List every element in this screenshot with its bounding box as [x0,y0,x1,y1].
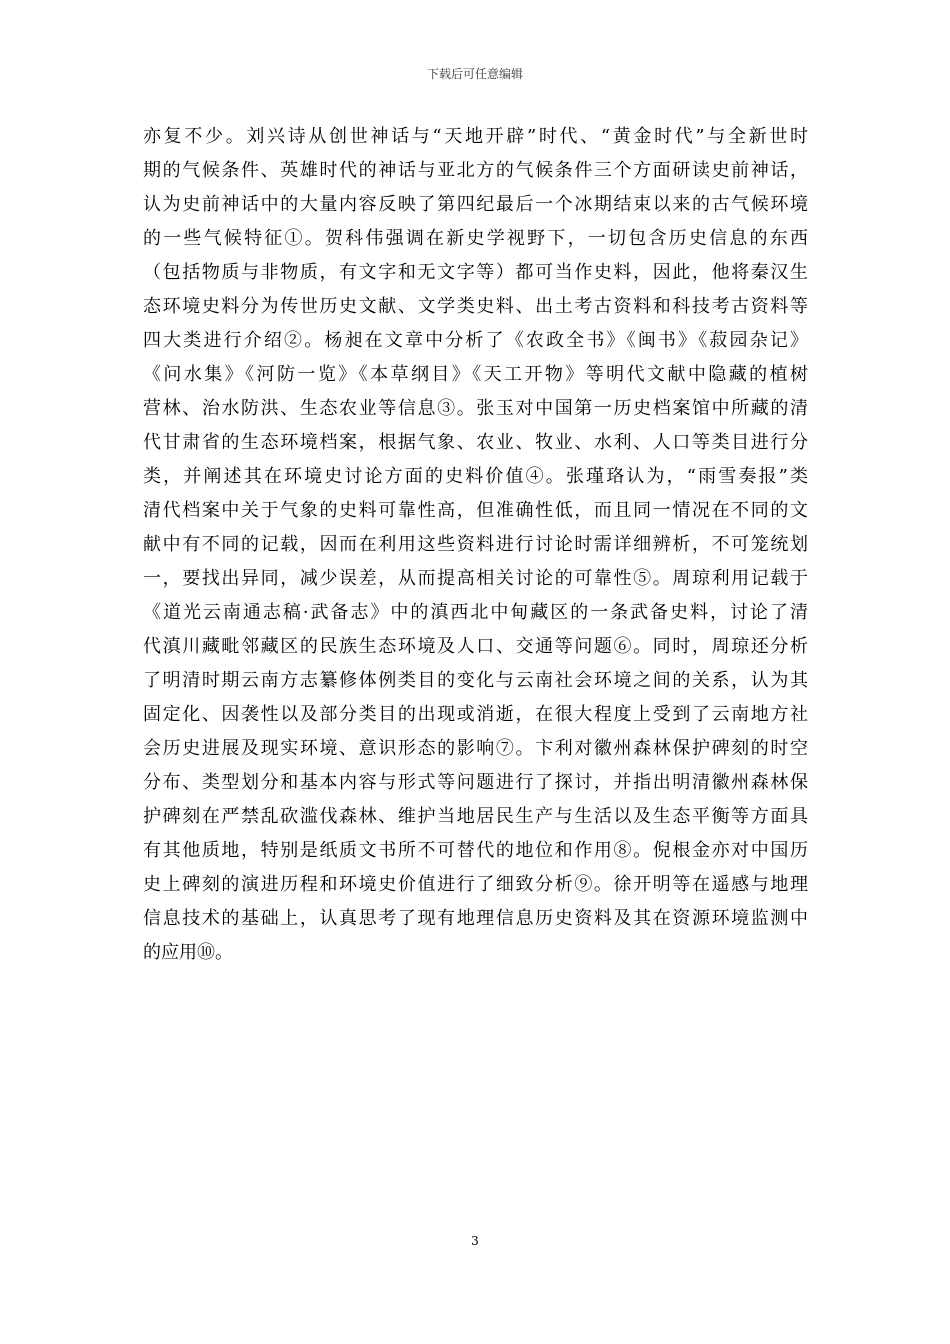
body-line: 的应用⑩。 [143,942,233,963]
body-line: 信息技术的基础上，认真思考了现有地理信息历史资料及其在资源环境监测中 [143,908,808,929]
body-line: 《道光云南通志稿·武备志》中的滇西北中甸藏区的一条武备史料，讨论了清 [143,602,808,623]
body-line: 类，并阐述其在环境史讨论方面的史料价值④。张瑾珞认为，“雨雪奏报”类 [143,466,808,487]
body-line: 期的气候条件、英雄时代的神话与亚北方的气候条件三个方面研读史前神话， [143,160,808,181]
body-line: 了明清时期云南方志纂修体例类目的变化与云南社会环境之间的关系，认为其 [143,670,808,691]
body-line: 一，要找出异同，减少误差，从而提高相关讨论的可靠性⑤。周琼利用记载于 [143,568,808,589]
body-line: 营林、治水防洪、生态农业等信息③。张玉对中国第一历史档案馆中所藏的清 [143,398,808,419]
body-line: 分布、类型划分和基本内容与形式等问题进行了探讨，并指出明清徽州森林保 [143,772,808,793]
body-line: 会历史进展及现实环境、意识形态的影响⑦。卞利对徽州森林保护碑刻的时空 [143,738,808,759]
body-line: 史上碑刻的演进历程和环境史价值进行了细致分析⑨。徐开明等在遥感与地理 [143,874,808,895]
body-line: （包括物质与非物质，有文字和无文字等）都可当作史料，因此，他将秦汉生 [143,262,808,283]
body-line: 认为史前神话中的大量内容反映了第四纪最后一个冰期结束以来的古气候环境 [143,194,808,215]
body-line: 清代档案中关于气象的史料可靠性高，但准确性低，而且同一情况在不同的文 [143,500,808,521]
body-line: 代甘肃省的生态环境档案，根据气象、农业、牧业、水利、人口等类目进行分 [143,432,808,453]
body-line: 护碑刻在严禁乱砍滥伐森林、维护当地居民生产与生活以及生态平衡等方面具 [143,806,808,827]
body-line: 《问水集》《河防一览》《本草纲目》《天工开物》等明代文献中隐藏的植树 [143,364,808,385]
body-line: 亦复不少。刘兴诗从创世神话与“天地开辟”时代、“黄金时代”与全新世时 [143,126,808,147]
body-line: 献中有不同的记载，因而在利用这些资料进行讨论时需详细辨析，不可笼统划 [143,534,808,555]
body-text [143,120,808,970]
body-line: 四大类进行介绍②。杨昶在文章中分析了《农政全书》《闽书》《菽园杂记》 [143,330,808,351]
body-line: 固定化、因袭性以及部分类目的出现或消逝，在很大程度上受到了云南地方社 [143,704,808,725]
body-line: 的一些气候特征①。贺科伟强调在新史学视野下，一切包含历史信息的东西 [143,228,808,249]
page-header: 下载后可任意编辑 [426,67,523,81]
page-number: 3 [471,1234,479,1248]
body-line: 有其他质地，特别是纸质文书所不可替代的地位和作用⑧。倪根金亦对中国历 [143,840,808,861]
body-line: 态环境史料分为传世历史文献、文学类史料、出土考古资料和科技考古资料等 [143,296,808,317]
body-line: 代滇川藏毗邻藏区的民族生态环境及人口、交通等问题⑥。同时，周琼还分析 [143,636,808,657]
